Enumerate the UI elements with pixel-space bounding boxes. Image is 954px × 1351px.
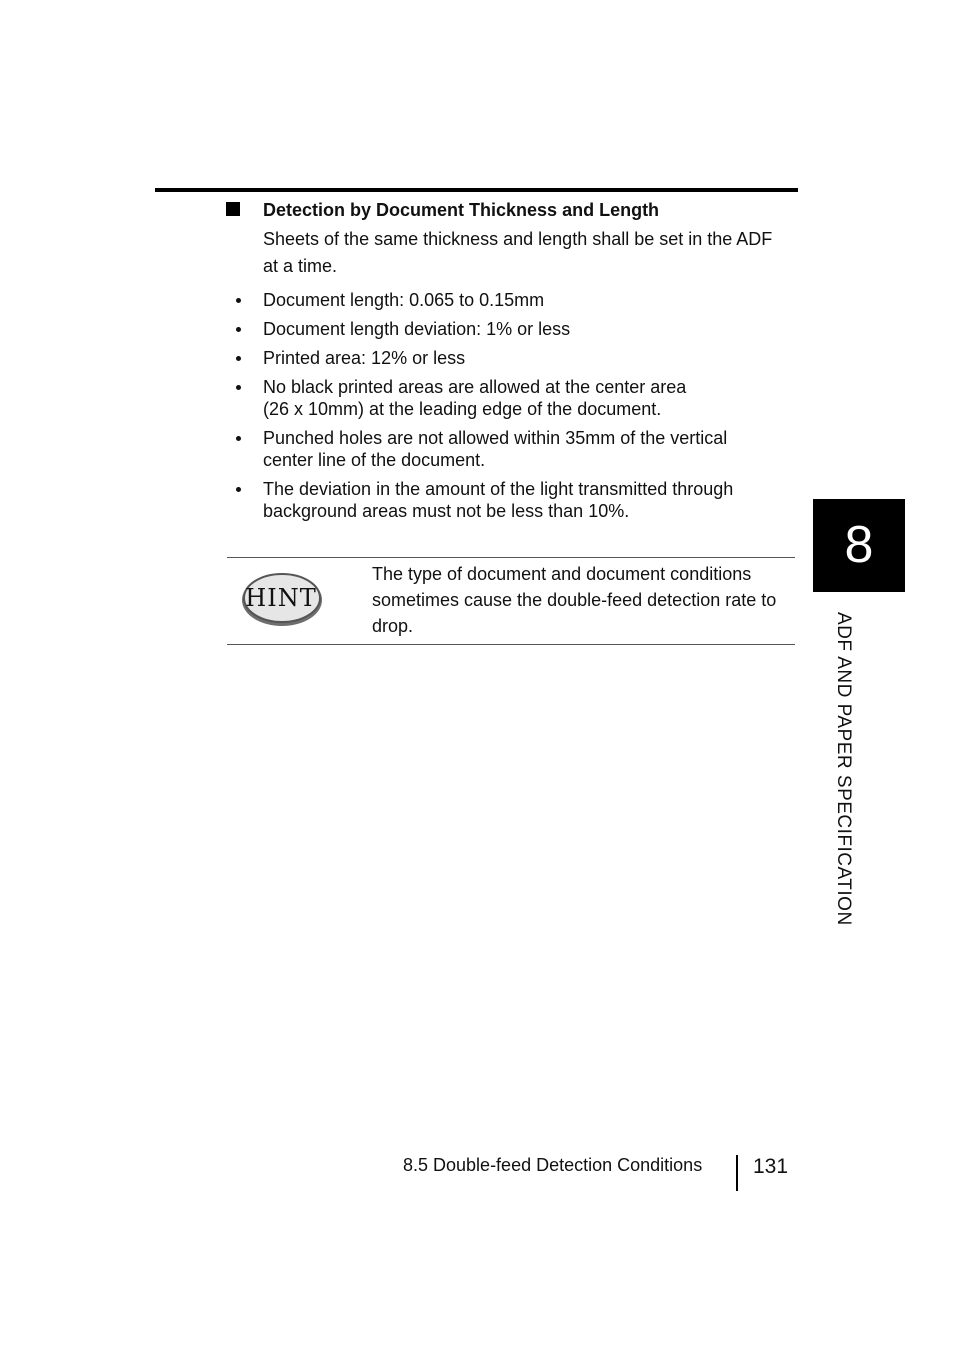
bullet-dot-icon [236,487,241,492]
footer-divider [736,1155,738,1191]
bullet-dot-icon [236,298,241,303]
list-item: The deviation in the amount of the light transmitted through background areas must not be less than 10%. [226,478,786,522]
list-item: No black printed areas are allowed at the center area (26 x 10mm) at the leading edge of the document. [226,376,786,420]
condition-list [226,289,786,529]
section-title: Detection by Document Thickness and Length [263,200,660,220]
hint-box [227,557,795,645]
top-rule [155,188,798,192]
hint-label: HINT [245,584,317,612]
hint-icon [231,568,331,630]
page-number: 131 [753,1155,789,1178]
bullet-dot-icon [236,356,241,361]
chapter-tab: 8 [813,499,905,592]
hint-text: The type of document and document conditions sometimes cause the double-feed detection rate to drop. [372,564,777,636]
list-item: Document length: 0.065 to 0.15mm [226,289,786,311]
section-description: Sheets of the same thickness and length shall be set in the ADF at a time. [263,229,773,276]
list-item: Document length deviation: 1% or less [226,318,786,340]
bullet-dot-icon [236,327,241,332]
bullet-dot-icon [236,385,241,390]
square-bullet-icon [226,202,240,216]
list-item: Punched holes are not allowed within 35mm of the vertical center line of the document. [226,427,786,471]
list-item: Printed area: 12% or less [226,347,786,369]
footer-section-title: 8.5 Double-feed Detection Conditions [403,1155,703,1175]
bullet-dot-icon [236,436,241,441]
chapter-title: ADF AND PAPER SPECIFICATION [833,612,854,926]
